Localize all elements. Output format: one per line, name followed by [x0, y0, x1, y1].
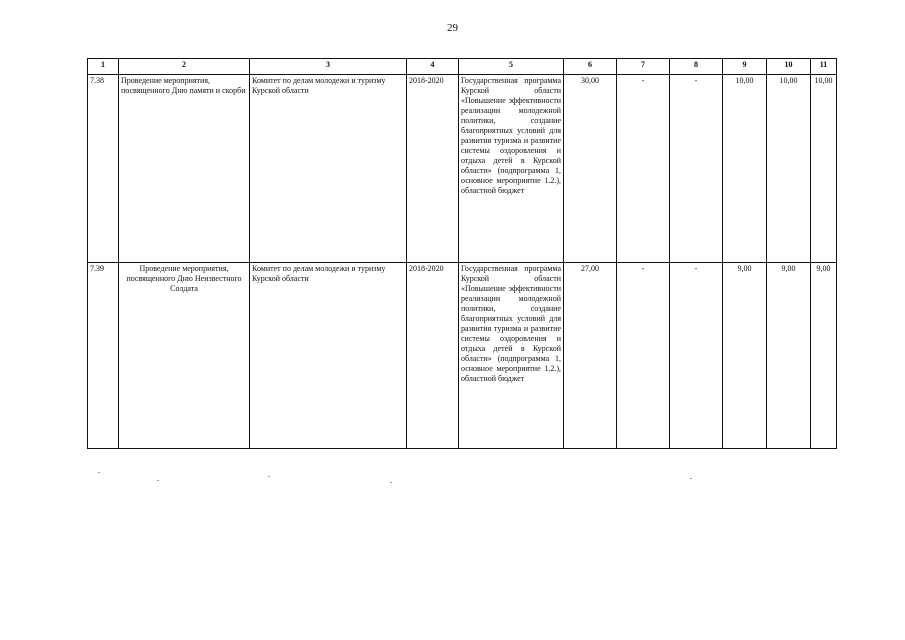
- column-header: 9: [723, 59, 767, 75]
- col-11-value: 9,00: [811, 263, 837, 449]
- col-9-value: 10,00: [723, 75, 767, 263]
- scan-speck: [98, 472, 100, 473]
- budget-table: [87, 58, 837, 449]
- col-9-value: 9,00: [723, 263, 767, 449]
- column-header: 6: [564, 59, 617, 75]
- column-header: 2: [119, 59, 250, 75]
- column-header: 3: [250, 59, 407, 75]
- header-row: [88, 59, 837, 75]
- executor: Комитет по делам молодежи и туризму Курской области: [250, 75, 407, 263]
- row-number: 7.38: [88, 75, 119, 263]
- scan-speck: [268, 476, 270, 477]
- col-11-value: 10,00: [811, 75, 837, 263]
- col-7-value: -: [617, 75, 670, 263]
- column-header: 4: [407, 59, 459, 75]
- col-10-value: 10,00: [767, 75, 811, 263]
- period: 2018-2020: [407, 263, 459, 449]
- column-header: 10: [767, 59, 811, 75]
- col-8-value: -: [670, 263, 723, 449]
- table-row: [88, 263, 837, 449]
- executor: Комитет по делам молодежи и туризму Курской области: [250, 263, 407, 449]
- col-7-value: -: [617, 263, 670, 449]
- column-header: 1: [88, 59, 119, 75]
- event-name: Проведение мероприятия, посвященного Дню Неизвестного Солдата: [119, 263, 250, 449]
- funding-source: Государственная программа Курской области «Повышение эффективности реализации молодежной политики, создание благоприятных условий для развития туризма и развитие системы оздоровления и отдыха детей в Курской области» (подпрограмма 1, основное мероприятие 1.2.), областной бюджет: [459, 263, 564, 449]
- table-row: [88, 75, 837, 263]
- page-number: 29: [447, 22, 458, 34]
- scan-speck: [157, 480, 159, 481]
- column-header: 8: [670, 59, 723, 75]
- event-name: Проведение мероприятия, посвященного Дню памяти и скорби: [119, 75, 250, 263]
- col-8-value: -: [670, 75, 723, 263]
- period: 2018-2020: [407, 75, 459, 263]
- funding-source: Государственная программа Курской области «Повышение эффективности реализации молодежной политики, создание благоприятных условий для развития туризма и развитие системы оздоровления и отдыха детей в Курской области» (подпрограмма 1, основное мероприятие 1.2.), областной бюджет: [459, 75, 564, 263]
- column-header: 5: [459, 59, 564, 75]
- total-amount: 30,00: [564, 75, 617, 263]
- row-number: 7.39: [88, 263, 119, 449]
- scan-noise: [0, 470, 905, 490]
- total-amount: 27,00: [564, 263, 617, 449]
- column-header: 7: [617, 59, 670, 75]
- scan-speck: [390, 482, 392, 483]
- column-header: 11: [811, 59, 837, 75]
- col-10-value: 9,00: [767, 263, 811, 449]
- scan-speck: [690, 478, 692, 479]
